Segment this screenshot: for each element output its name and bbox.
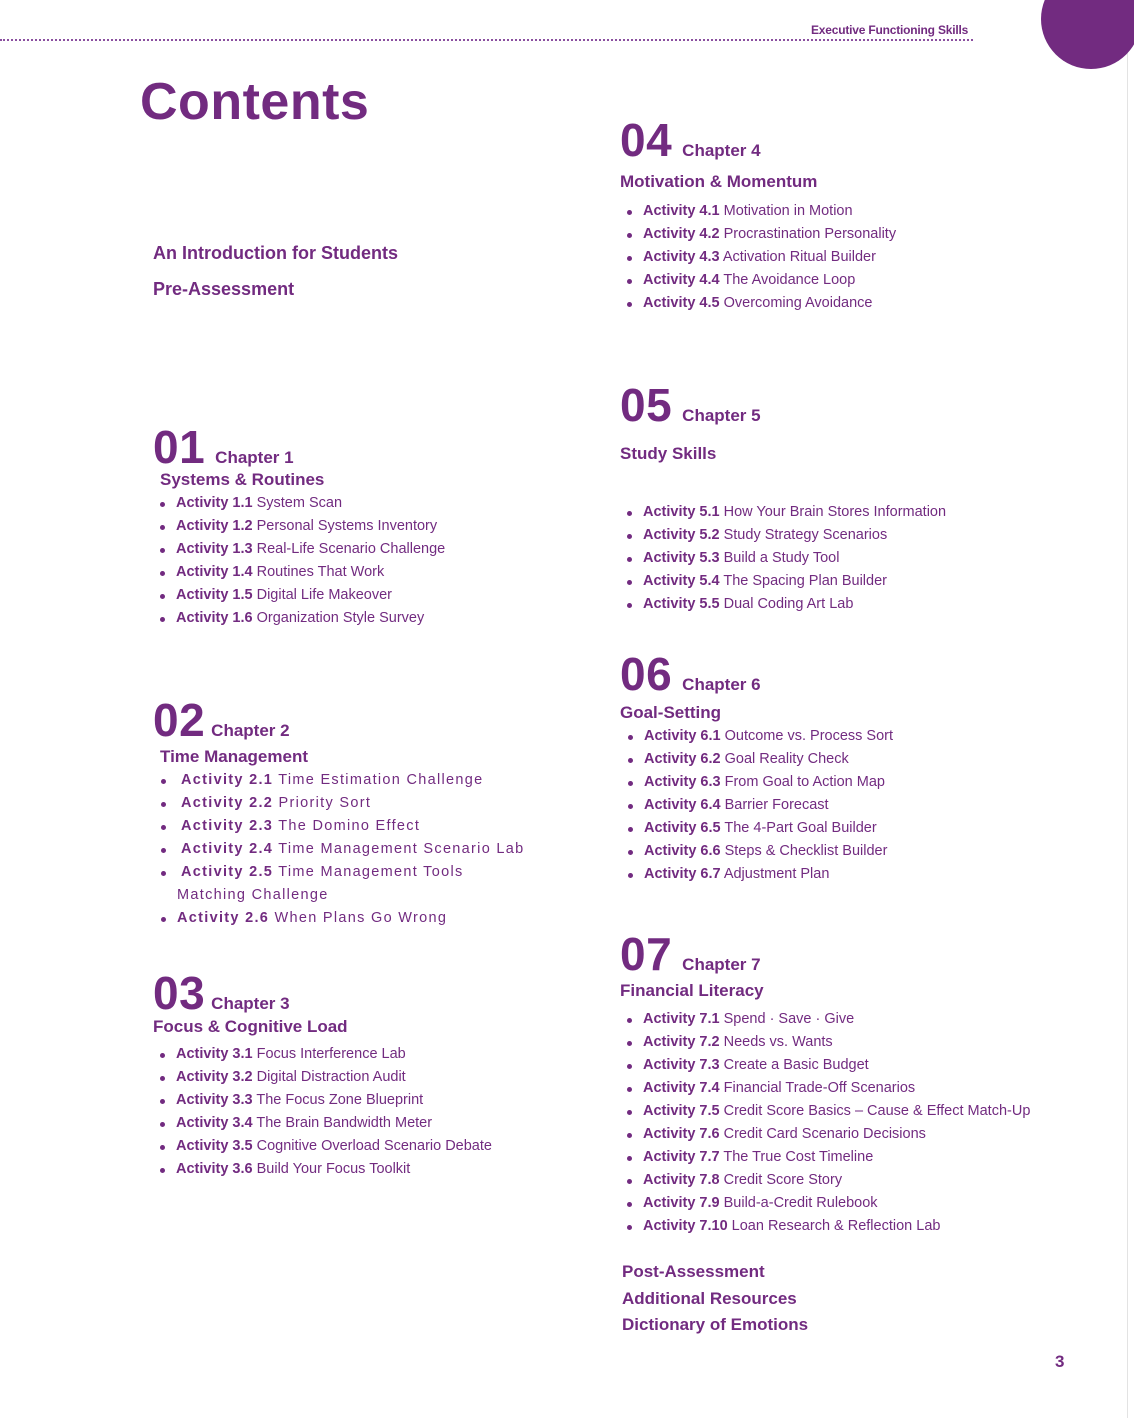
- chapter-number: 05: [620, 379, 673, 431]
- list-item[interactable]: [159, 1089, 492, 1112]
- activity-code: Activity 2.4: [181, 841, 274, 857]
- activity-code: Activity 4.4: [643, 272, 720, 288]
- activity-code: Activity 5.3: [643, 550, 720, 566]
- list-item[interactable]: [159, 1135, 492, 1158]
- chapter-2-heading[interactable]: [153, 694, 290, 746]
- chapter-1-heading[interactable]: [153, 421, 294, 473]
- activity-name: Create a Basic Budget: [723, 1057, 869, 1073]
- activity-name: The Brain Bandwidth Meter: [256, 1115, 433, 1131]
- chapter-label: Chapter 3: [211, 994, 290, 1013]
- list-item[interactable]: [627, 840, 893, 863]
- list-item[interactable]: [160, 792, 524, 815]
- activity-name: Credit Card Scenario Decisions: [723, 1126, 926, 1142]
- list-item[interactable]: [626, 1215, 1030, 1238]
- activity-code: Activity 3.3: [176, 1092, 253, 1108]
- activity-name: Needs vs. Wants: [723, 1034, 833, 1050]
- activity-code: Activity 2.6: [177, 910, 270, 926]
- activity-code: Activity 3.4: [176, 1115, 253, 1131]
- activity-code: Activity 6.3: [644, 774, 721, 790]
- running-header: Executive Functioning Skills: [811, 23, 969, 37]
- chapter-7-section: [620, 928, 761, 980]
- activity-code: Activity 2.2: [181, 795, 274, 811]
- activity-name: How Your Brain Stores Information: [723, 504, 947, 520]
- activity-code: Activity 7.2: [643, 1034, 720, 1050]
- chapter-number: 06: [620, 648, 673, 700]
- chapter-5-heading[interactable]: [620, 379, 761, 431]
- list-item[interactable]: [626, 593, 946, 616]
- activity-code: Activity 6.6: [644, 843, 721, 859]
- activity-code: Activity 1.4: [176, 564, 253, 580]
- toc-link-introduction[interactable]: An Introduction for Students: [153, 243, 398, 263]
- list-item[interactable]: [626, 1123, 1030, 1146]
- list-item[interactable]: [627, 817, 893, 840]
- list-item[interactable]: [626, 1146, 1030, 1169]
- chapter-label: Chapter 5: [682, 406, 761, 425]
- list-item[interactable]: [159, 515, 445, 538]
- list-item[interactable]: [159, 1043, 492, 1066]
- activity-name: Build-a-Credit Rulebook: [723, 1195, 878, 1211]
- activity-name: Time Management Tools: [278, 864, 464, 880]
- activity-name: Cognitive Overload Scenario Debate: [256, 1138, 492, 1154]
- list-item[interactable]: [626, 223, 896, 246]
- activity-code: Activity 5.4: [643, 573, 720, 589]
- chapter-6-title[interactable]: Goal-Setting: [620, 703, 722, 722]
- chapter-5-activities: [626, 501, 946, 616]
- toc-link-post-assessment[interactable]: Post-Assessment: [622, 1262, 765, 1281]
- chapter-2-section: [153, 694, 290, 746]
- list-item[interactable]: [627, 863, 893, 886]
- activity-code: Activity 4.2: [643, 226, 720, 242]
- list-item[interactable]: [626, 570, 946, 593]
- chapter-6-activities: [627, 725, 893, 886]
- list-item[interactable]: [626, 1169, 1030, 1192]
- activity-code: Activity 2.1: [181, 772, 274, 788]
- list-item[interactable]: [626, 1100, 1030, 1123]
- list-item[interactable]: [626, 1077, 1030, 1100]
- chapter-7-activities: [626, 1008, 1030, 1238]
- list-item[interactable]: [159, 607, 445, 630]
- activity-name: System Scan: [256, 495, 343, 511]
- activity-code: Activity 3.5: [176, 1138, 253, 1154]
- list-item[interactable]: [626, 1054, 1030, 1077]
- activity-code: Activity 1.1: [176, 495, 253, 511]
- activity-code: Activity 7.8: [643, 1172, 720, 1188]
- activity-name: Credit Score Story: [723, 1172, 843, 1188]
- list-item[interactable]: [626, 1008, 1030, 1031]
- list-item[interactable]: [626, 501, 946, 524]
- page-number: 3: [1055, 1352, 1065, 1371]
- chapter-6-heading[interactable]: [620, 648, 761, 700]
- chapter-number: 03: [153, 967, 206, 1019]
- list-item[interactable]: [626, 246, 896, 269]
- activity-name: Build a Study Tool: [723, 550, 840, 566]
- list-item[interactable]: [160, 769, 524, 792]
- chapter-number: 02: [153, 694, 206, 746]
- chapter-4-heading[interactable]: [620, 114, 761, 166]
- chapter-2-title[interactable]: Time Management: [160, 747, 309, 766]
- activity-code: Activity 6.2: [644, 751, 721, 767]
- list-item[interactable]: [627, 771, 893, 794]
- activity-name: Credit Score Basics – Cause & Effect Match-Up: [723, 1103, 1031, 1119]
- list-item[interactable]: [159, 538, 445, 561]
- activity-name: The Domino Effect: [278, 818, 421, 834]
- activity-code: Activity 7.1: [643, 1011, 720, 1027]
- activity-name: Barrier Forecast: [724, 797, 829, 813]
- activity-name: Loan Research & Reflection Lab: [731, 1218, 941, 1234]
- activity-code: Activity 7.7: [643, 1149, 720, 1165]
- chapter-3-activities: [159, 1043, 492, 1181]
- activity-code: Activity 5.1: [643, 504, 720, 520]
- activity-name: The 4-Part Goal Builder: [724, 820, 877, 836]
- list-item[interactable]: [627, 725, 893, 748]
- chapter-2-activities: [160, 769, 524, 930]
- activity-name: Study Strategy Scenarios: [723, 527, 888, 543]
- chapter-number: 04: [620, 114, 673, 166]
- activity-code: Activity 2.3: [181, 818, 274, 834]
- chapter-1-activities: [159, 492, 445, 630]
- activity-code: Activity 7.4: [643, 1080, 720, 1096]
- list-item[interactable]: [160, 861, 524, 907]
- activity-name: The Spacing Plan Builder: [723, 573, 887, 589]
- chapter-3-section: [153, 967, 290, 1019]
- activity-name: Routines That Work: [256, 564, 385, 580]
- activity-name: Motivation in Motion: [723, 203, 853, 219]
- activity-code: Activity 3.6: [176, 1161, 253, 1177]
- activity-code: Activity 6.4: [644, 797, 721, 813]
- toc-link-additional-resources[interactable]: Additional Resources: [622, 1289, 797, 1308]
- activity-code: Activity 1.5: [176, 587, 253, 603]
- activity-code: Activity 7.5: [643, 1103, 720, 1119]
- activity-code: Activity 7.6: [643, 1126, 720, 1142]
- activity-name: When Plans Go Wrong: [274, 910, 448, 926]
- chapter-7-heading[interactable]: [620, 928, 761, 980]
- list-item[interactable]: [159, 1158, 492, 1181]
- chapter-4-activities: [626, 200, 896, 315]
- list-item[interactable]: [626, 292, 896, 315]
- chapter-4-title[interactable]: Motivation & Momentum: [620, 172, 818, 191]
- chapter-6-section: [620, 648, 761, 700]
- activity-name: Focus Interference Lab: [256, 1046, 406, 1062]
- list-item[interactable]: [626, 524, 946, 547]
- list-item[interactable]: [626, 1192, 1030, 1215]
- list-item[interactable]: [159, 1066, 492, 1089]
- activity-name: From Goal to Action Map: [724, 774, 885, 790]
- activity-code: Activity 7.10: [643, 1218, 728, 1234]
- activity-code: Activity 5.5: [643, 596, 720, 612]
- chapter-number: 07: [620, 928, 673, 980]
- activity-name: Financial Trade-Off Scenarios: [723, 1080, 916, 1096]
- chapter-1-title[interactable]: Systems & Routines: [160, 470, 325, 489]
- chapter-label: Chapter 7: [682, 955, 761, 974]
- activity-name: Digital Life Makeover: [256, 587, 393, 603]
- activity-code: Activity 4.5: [643, 295, 720, 311]
- chapter-label: Chapter 2: [211, 721, 290, 740]
- activity-code: Activity 6.5: [644, 820, 721, 836]
- list-item[interactable]: [159, 1112, 492, 1135]
- list-item[interactable]: [160, 838, 524, 861]
- activity-name: The True Cost Timeline: [723, 1149, 874, 1165]
- list-item[interactable]: [160, 815, 524, 838]
- corner-decoration: [1041, 0, 1134, 69]
- activity-name: Adjustment Plan: [723, 866, 830, 882]
- activity-name-continued: Matching Challenge: [177, 887, 329, 903]
- list-item[interactable]: [160, 907, 524, 930]
- activity-name: Activation Ritual Builder: [722, 249, 876, 265]
- chapter-7-title[interactable]: Financial Literacy: [620, 981, 764, 1000]
- activity-name: Overcoming Avoidance: [723, 295, 873, 311]
- page-edge-rule: [1127, 0, 1128, 1418]
- chapter-3-heading[interactable]: [153, 967, 290, 1019]
- activity-code: Activity 1.6: [176, 610, 253, 626]
- chapter-number: 01: [153, 421, 206, 473]
- activity-code: Activity 3.1: [176, 1046, 253, 1062]
- chapter-1-section: [153, 421, 294, 473]
- activity-name: Digital Distraction Audit: [256, 1069, 406, 1085]
- activity-code: Activity 1.2: [176, 518, 253, 534]
- list-item[interactable]: [627, 748, 893, 771]
- chapter-3-title[interactable]: Focus & Cognitive Load: [153, 1017, 348, 1036]
- list-item[interactable]: [159, 492, 445, 515]
- activity-code: Activity 2.5: [181, 864, 274, 880]
- list-item[interactable]: [626, 1031, 1030, 1054]
- activity-name: Steps & Checklist Builder: [724, 843, 888, 859]
- chapter-5-title[interactable]: Study Skills: [620, 444, 717, 463]
- activity-code: Activity 6.7: [644, 866, 721, 882]
- activity-code: Activity 4.1: [643, 203, 720, 219]
- list-item[interactable]: [626, 200, 896, 223]
- toc-link-dictionary-of-emotions[interactable]: Dictionary of Emotions: [622, 1315, 809, 1334]
- activity-code: Activity 5.2: [643, 527, 720, 543]
- list-item[interactable]: [626, 269, 896, 292]
- chapter-label: Chapter 6: [682, 675, 761, 694]
- chapter-label: Chapter 4: [682, 141, 761, 160]
- activity-code: Activity 3.2: [176, 1069, 253, 1085]
- list-item[interactable]: [627, 794, 893, 817]
- chapter-5-section: [620, 379, 761, 431]
- list-item[interactable]: [159, 584, 445, 607]
- activity-name: Goal Reality Check: [724, 751, 849, 767]
- activity-name: Time Management Scenario Lab: [278, 841, 525, 857]
- activity-name: Organization Style Survey: [256, 610, 425, 626]
- activity-code: Activity 6.1: [644, 728, 721, 744]
- page-title: Contents: [140, 73, 370, 131]
- header-dotted-rule: [0, 39, 973, 41]
- activity-name: Time Estimation Challenge: [278, 772, 484, 788]
- activity-name: The Focus Zone Blueprint: [256, 1092, 424, 1108]
- activity-code: Activity 7.9: [643, 1195, 720, 1211]
- chapter-label: Chapter 1: [215, 448, 294, 467]
- activity-name: Outcome vs. Process Sort: [724, 728, 894, 744]
- activity-name: Real-Life Scenario Challenge: [256, 541, 446, 557]
- chapter-4-section: [620, 114, 761, 166]
- list-item[interactable]: [159, 561, 445, 584]
- activity-code: Activity 1.3: [176, 541, 253, 557]
- toc-link-pre-assessment[interactable]: Pre-Assessment: [153, 279, 295, 299]
- activity-name: Spend · Save · Give: [723, 1011, 855, 1027]
- activity-name: Dual Coding Art Lab: [723, 596, 854, 612]
- activity-name: Priority Sort: [278, 795, 372, 811]
- activity-code: Activity 4.3: [643, 249, 720, 265]
- activity-code: Activity 7.3: [643, 1057, 720, 1073]
- list-item[interactable]: [626, 547, 946, 570]
- activity-name: Procrastination Personality: [723, 226, 897, 242]
- activity-name: The Avoidance Loop: [723, 272, 856, 288]
- activity-name: Build Your Focus Toolkit: [256, 1161, 411, 1177]
- activity-name: Personal Systems Inventory: [256, 518, 438, 534]
